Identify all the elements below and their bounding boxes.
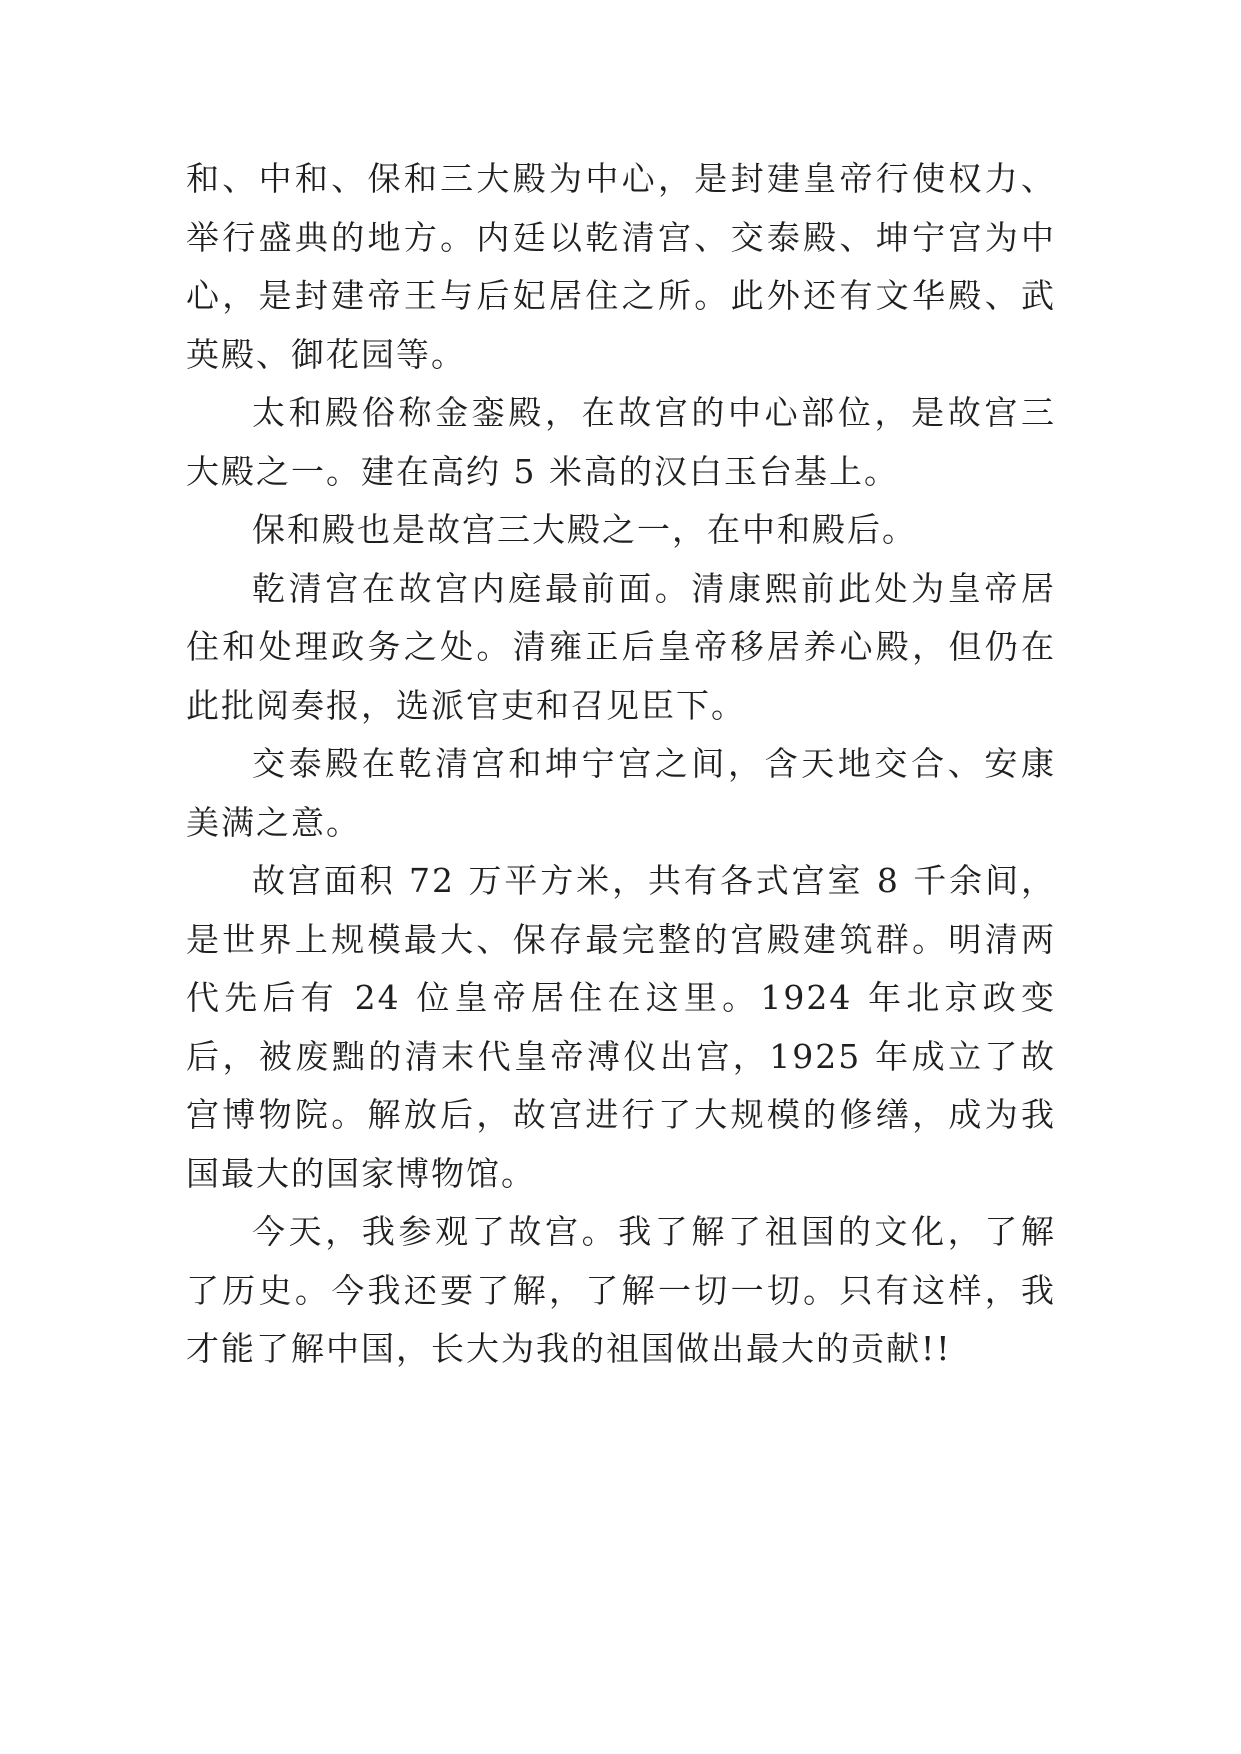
paragraph-palace-history: 故宫面积 72 万平方米，共有各式宫室 8 千余间，是世界上规模最大、保存最完整的宫殿建筑群。明清两代先后有 24 位皇帝居住在这里。1924 年北京政变后，被废黜的清末代皇帝溥仪出宫，1925 年成立了故宫博物院。解放后，故宫进行了大规模的修缮，成为我国最大的国家博物馆。: [186, 861, 1056, 1193]
paragraph-qianqing-palace: 乾清宫在故宫内庭最前面。清康熙前此处为皇帝居住和处理政务之处。清雍正后皇帝移居养心殿，但仍在此批阅奏报，选派官吏和召见臣下。: [186, 568, 1056, 725]
paragraph-jiaotai-hall: 交泰殿在乾清宫和坤宁宫之间，含天地交合、安康美满之意。: [186, 744, 1056, 842]
paragraph-continuation: 和、中和、保和三大殿为中心，是封建皇帝行使权力、举行盛典的地方。内廷以乾清宫、交泰殿、坤宁宫为中心，是封建帝王与后妃居住之所。此外还有文华殿、武英殿、御花园等。: [186, 159, 1056, 374]
paragraph-taihe-hall: 太和殿俗称金銮殿，在故宫的中心部位，是故宫三大殿之一。建在高约 5 米高的汉白玉台基上。: [186, 393, 1056, 491]
paragraph-baohe-hall: 保和殿也是故宫三大殿之一，在中和殿后。: [252, 510, 917, 549]
document-body: [186, 150, 1056, 1379]
paragraph-conclusion: 今天，我参观了故宫。我了解了祖国的文化，了解了历史。今我还要了解，了解一切一切。只有这样，我才能了解中国，长大为我的祖国做出最大的贡献!!: [186, 1212, 1056, 1368]
